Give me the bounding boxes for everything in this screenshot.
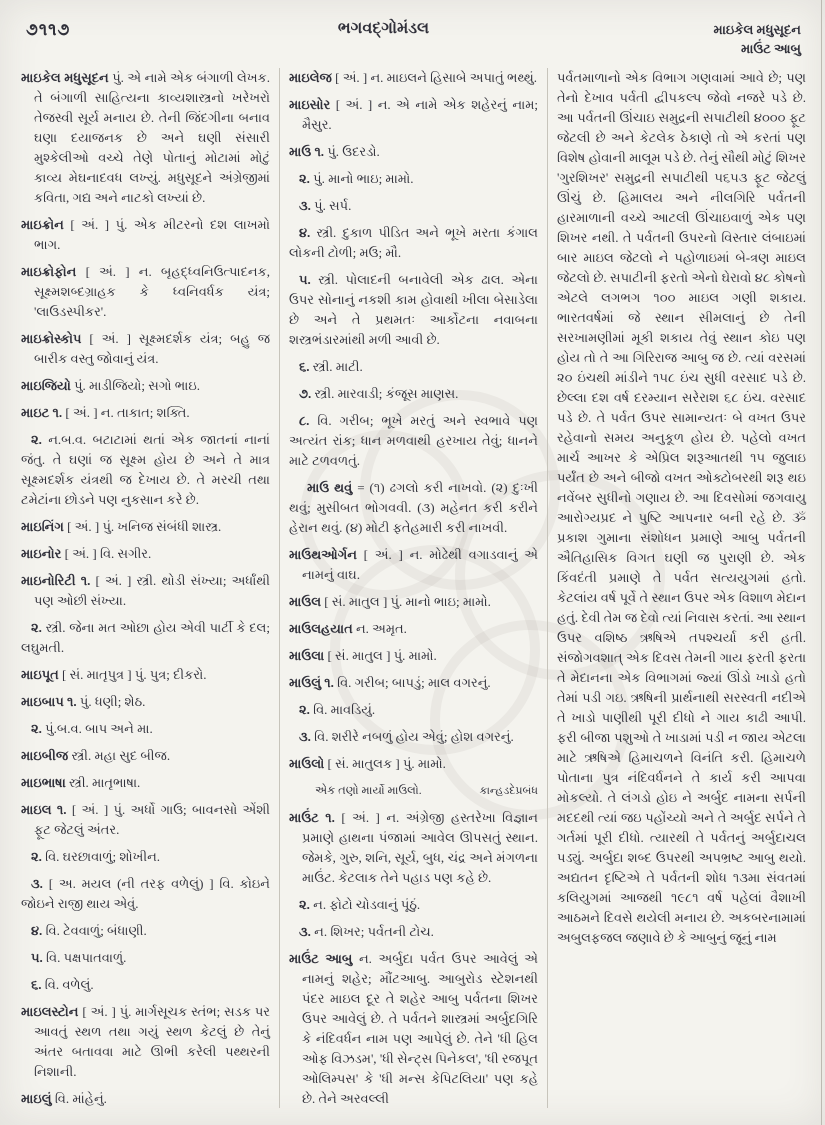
headword: ૫. [31,950,47,965]
headword: માઇક્રોસ્કોપ [21,331,90,346]
dict-entry [289,545,538,585]
dict-entry [21,692,270,712]
definition-text: = (૧) ઢગલો કરી નાખવો. (૨) દુઃખી થવું; મુસીબત ભોગવવી. (૩) મહેનત કરી કરીને હેરાન થવું. (૪) મોટી ફતેહમારી કરી નાખવી. [289,480,538,535]
headword: માઇબાપ ૧. [21,694,80,709]
definition-text: એક તણો માર્યો માઉલો. [315,785,422,797]
book-title: ભગવદ્ગોમંડલ [337,20,430,37]
continuation-text [557,68,806,948]
headword: માઇલસ્ટોન [21,1004,83,1019]
definition-text: પું. સર્પ. [314,198,352,213]
sense-item [289,700,538,720]
headword: ૨. [31,849,46,864]
definition-text: વિ. પક્ષપાતવાળું. [46,950,127,965]
dict-entry [21,215,270,255]
dict-entry [289,68,538,88]
sense-item [21,618,270,658]
definition-text: સ્ત્રી. પોલાદની બનાવેલી એક ઢાલ. એના ઉપર સોનાનું નકશી કામ હોવાથી ખીલા બેસાડેલા છે અને તે પ્રથમતઃ આર્કોટના નવાબના શસ્ત્રભંડારમાંથી મળી આવી છે. [289,272,538,347]
definition-text: [ અં. ] ન. અંગ્રેજી હસ્તરેખા વિજ્ઞાન પ્રમાણે હાથના પંજામાં આવેલ ઊપસતું સ્થાન. જેમકે, ગુરુ, શનિ, સૂર્ય, બુધ, ચંદ્ર અને મંગળના માઉંટ. કેટલાક તેને પહાડ પણ કહે છે. [302,810,538,885]
dict-entry [21,544,270,564]
headword: માઉ ૧. [289,144,328,159]
headword: માઉ થવું [307,480,358,495]
column-2 [279,68,547,1108]
dict-entry [21,1089,270,1108]
headword: ૬. [31,977,45,992]
headword: માઇસોર [289,97,336,112]
dict-entry [289,142,538,162]
definition-text: [ અં. ] સૂક્ષ્મદર્શક યંત્ર; બહુ જ બારીક વસ્તુ જોવાનું યંત્ર. [34,331,270,366]
page-number: ૭૧૧૭ [26,20,71,39]
definition-text: વિ. ગરીબ; ભૂખે મરતું અને સ્વભાવે પણ અત્યંત રાંક; ધાન મળવાથી હરખાય તેવું; ધાનને માટે ટળવળતું. [289,413,538,468]
headword: માઉલહયાત [289,621,356,636]
headword: માઇપૂત [21,667,63,682]
dict-entry [289,646,538,666]
headword: માઉલ [289,594,325,609]
dict-entry [289,673,538,693]
sense-item [289,196,538,216]
sense-item [21,719,270,739]
definition-text: [ સં. માતુલક ] પું. મામો. [327,756,446,771]
definition-text: વિ. માવડિયું. [313,702,376,717]
citation-line [289,781,538,801]
sense-item [289,357,538,377]
headword: ૮. [299,413,318,428]
definition-text: [ સં. માતુલ ] પું. મામો. [327,648,437,663]
dict-entry [21,746,270,766]
definition-text: પું.બ.વ. બાપ અને મા. [45,721,153,736]
guide-word-first: માઇકેલ મધુસૂદન [713,22,801,37]
headword: માઉલું ૧. [289,675,338,690]
sense-item [289,223,538,263]
column-3 [547,68,815,1108]
idiom-line [289,478,538,538]
headword: ૨. [31,721,46,736]
definition-text: વિ. ઘરછાવાળું; શોખીન. [45,849,161,864]
definition-text: સ્ત્રી. મહા સુદ બીજ. [71,748,171,763]
headword: ૩. [299,198,315,213]
definition-text: [ અ. મયલ (ની તરફ વળેલું) ] વિ. કોઇને જોઇને રાજી થાય એવું. [21,876,270,911]
headword: ૨. [31,432,49,447]
headword: માઉંટ ૧. [289,810,342,825]
definition-text: પું. માડીજિયો; સગો ભાઇ. [74,378,200,393]
headword: ૨. [299,171,314,186]
headword: માઇનોર [21,546,65,561]
definition-text: [ અં. ] વિ. સગીર. [64,546,152,561]
headword: ૭. [299,386,315,401]
definition-text: વિ. ગરીબ; બાપડું; માલ વગરનું. [337,675,491,690]
headword: માઇબીજ [21,748,72,763]
definition-text: [ સં. માતુલ ] પું. માનો ભાઇ; મામો. [324,594,491,609]
definition-text: સ્ત્રી. મારવાડી; કંજૂસ માણસ. [314,386,459,401]
headword: માઇલેજ [289,70,336,85]
definition-text: વિ. ટેવવાળું; બંધાણી. [45,923,147,938]
sense-item [289,384,538,404]
text-columns [0,62,825,1108]
definition-text: [ અં. ] ન. મોઢેથી વગાડવાનું એ નામનું વાઘ. [302,547,539,582]
definition-text: સ્ત્રી. માતૃભાષા. [69,775,141,790]
definition-text: ન. અર્બુદા પર્વત ઉપર આવેલું એ નામનું શહેર; મૌંટઆબુ. આબુરોડ સ્ટેશનથી પંદર માઇલ દૂર તે શહેર આબુ પર્વતના શિખર ઉપર આવેલું છે. તે પર્વતને શાસ્ત્રમાં અર્બુદગિરિ કે નંદિવર્ધન નામ પણ આપેલું છે. તેને 'ધી હિલ ઓફ વિઝડમ', 'ધી સેન્ટ્સ પિનેકલ', 'ધી રજપૂત ઓલિમ્પસ' કે 'ધી મન્સ કેપિટલિયા' પણ કહે છે. તેને અરવલ્લી [302,951,538,1106]
definition-text: [ અં. ] ન. બૃહદ્ધ્વનિઉત્પાદનક, સૂક્ષ્મશબ્દગ્રાહક કે ધ્વનિવર્ધક યંત્ર; 'લાઉડસ્પીકર'. [34,264,270,319]
dict-entry [21,1002,270,1082]
definition-text: [ અં. ] પું. એક મીટરનો દશ લાખમો ભાગ. [34,217,270,252]
headword: માઉથઓર્ગન [289,547,364,562]
dict-entry [21,665,270,685]
headword: ૩. [299,729,315,744]
citation-source: કાન્હડદેપ્રબંધ [479,785,538,797]
sense-item [21,874,270,914]
sense-item [21,921,270,941]
headword: માઇકેલ મધુસૂદન [21,70,113,85]
headword: માઉલા [289,648,328,663]
guide-words [611,20,801,58]
dict-entry [289,95,538,135]
dict-entry [289,592,538,612]
sense-item [289,922,538,942]
headword: ૨. [299,897,314,912]
definition-text: પું. ઉદરડો. [327,144,380,159]
dict-entry [21,376,270,396]
sense-item [289,169,538,189]
definition-text: [ અં. ] સ્ત્રી. થોડી સંખ્યા; અર્ધાંથી પણ ઓછી સંખ્યા. [34,573,270,608]
page-header [0,0,825,62]
sense-item [289,411,538,471]
sense-item [21,948,270,968]
headword: ૩. [31,876,49,891]
dict-entry [21,403,270,423]
sense-item [289,895,538,915]
definition-text: પર્વતમાળાનો એક વિભાગ ગણવામાં આવે છે; પણ તેનો દેખાવ પર્વતી દ્વીપકલ્પ જેવો નજરે પડે છે. આ પર્વતની ઊંચાઇ સમુદ્રની સપાટીથી ૪૦૦૦ ફૂટ જેટલી છે અને કેટલેક ઠેકાણે તો એ કરતાં પણ વિશેષ હોવાની માલૂમ પડે છે. તેનું સૌથી મોટું શિખર 'ગુરશિખર' સમુદ્રની સપાટીથી ૫૬૫૩ ફૂટ જેટલું ઊંચું છે. હિમાલય અને નીલગિરિ પર્વતની હારમાળાની વચ્ચે આટલી ઊંચાઇવાળું એક પણ શિખર નથી. તે પર્વતની ઉપરનો વિસ્તાર લંબાઇમાં બાર માઇલ જેટલો ને પહોળાઇમાં બે-ત્રણ માઇલ જેટલો છે. સપાટીની ફરતો એનો ઘેરાવો ૪૮ કોષનો એટલે લગભગ ૧૦૦ માઇલ ગણી શકાય. ભારતવર્ષમાં જે સ્થાન સીમલાનું છે તેની સરખામણીમાં મૂકી શકાય તેવું સ્થાન કોઇ પણ હોય તો તે આ ગિરિરાજ આબુ જ છે. ત્યાં વરસમાં ૨૦ ઇંચથી માંડીને ૧૫૮ ઇંચ સુધી વરસાદ પડે છે. છેલ્લા દશ વર્ષ દરમ્યાન સરેરાશ ૬૮ ઇંચ. વરસાદ પડે છે. તે પર્વત ઉપર સામાન્યતઃ બે વખત ઉપર રહેવાનો સમય અનુકૂળ હોય છે. પહેલો વખત માર્ચ આખર કે એપ્રિલ શરૂઆતથી ૧૫ જુલાઇ પર્યંત છે અને બીજો વખત ઓક્ટોબરથી શરૂ થઇ નવેંબર સુધીનો ગણાય છે. આ દિવસોમાં જગવાયુ આરોગ્યપ્રદ ને પુષ્ટિ આપનાર બની રહે છે. ૐ પ્રકાશ ગુમાના સંશોધન પ્રમાણે આબુ પર્વતની ઐતિહાસિક વિગત ઘણી જ પુરાણી છે. એક કિંવદંતી પ્રમાણે તે પર્વત સત્યયુગમાં હતો. કેટલાંય વર્ષ પૂર્વે તે સ્થાન ઉપર એક વિશાળ મેદાન હતું. દેવી તેમ જ દેવો ત્યાં નિવાસ કરતાં. આ સ્થાન ઉપર વશિષ્ઠ ઋષિએ તપશ્ચર્યા કરી હતી. સંજોગવશાત્ એક દિવસ તેમની ગાય ફરતી ફરતા તે મેદાનના એક વિભાગમાં જ્યાં ઊંડો ખાડો હતો તેમાં પડી ગઇ. ઋષિની પ્રાર્થનાથી સરસ્વતી નદીએ તે ખાડો પાણીથી પૂરી દીધો ને ગાય કાઢી આપી. ફરી બીજા પશુઓ તે ખાડામાં પડી ન જાય એટલા માટે ઋષિએ હિમાચળને વિનંતિ કરી. હિમાચળે પોતાના પુત્ર નંદિવર્ધનને તે કાર્ય કરી આપવા મોકલ્યો. તે લંગડો હોઇ ને અર્બુદ નામના સર્પની મદદથી ત્યાં જઇ પહોંચ્યો અને તે અર્બુદ સર્પને તે ગર્તમાં પૂરી દીધો. ત્યારથી તે પર્વતનું અર્બુદાચલ પડ્યું. અર્બુદા શબ્દ ઉપરથી અપભ્રષ્ટ આબુ થયો. અદ્યતન દૃષ્ટિએ તે પર્વતની શોધ ૧૩મા સંવતમાં કલિયુગમાં આજથી ૧૯૮૧ વર્ષ પહેલાં વૈશાખી આઠમને દિવસે થયેલી મનાય છે. અકબરનામામાં અબુલફજલ જણાવે છે કે આબુનું જૂનું નામ [557,70,806,945]
dict-entry [21,517,270,537]
headword: ૨. [31,620,46,635]
dict-entry [21,571,270,611]
definition-text: [ અં. ] પું. માર્ગસૂચક સ્તંભ; સડક પર આવતું સ્થળ તથા ગયું સ્થળ કેટલું છે તેનું અંતર બતાવવા માટે ઊભી કરેલી પથ્થરની નિશાની. [34,1004,270,1079]
headword: ૫. [299,272,319,287]
dict-entry [289,949,538,1108]
headword: ૬. [299,359,313,374]
dict-entry [21,68,270,208]
definition-text: વિ. માંહેનું. [54,1091,107,1106]
definition-text: પું. માનો ભાઇ; મામો. [313,171,414,186]
headword: માઇક્રોફોન [21,264,86,279]
definition-text: વિ. વળેલું. [44,977,94,992]
definition-text: [ સં. માતૃપુત્ર ] પું. પુત્ર; દીકરો. [62,667,207,682]
definition-text: ન. શિખર; પર્વતની ટોચ. [314,924,434,939]
dict-entry [21,800,270,840]
definition-text: વિ. શરીરે નબળું હોય એવું; હોશ વગરનું. [314,729,514,744]
definition-text: ન.બ.વ. બટાટામાં થતાં એક જાતનાં નાનાં જંતુ. તે ઘણાં જ સૂક્ષ્મ હોય છે અને તે માત્ર સૂક્ષ્મદર્શક યંત્રથી જ દેખાય છે. તે મરચી તથા ટમેટાંના છોડને પણ નુકસાન કરે છે. [21,432,270,507]
dict-entry [21,329,270,369]
definition-text: ન. અમૃત. [355,621,407,636]
headword: માઇનિંગ [21,519,68,534]
dict-entry [289,619,538,639]
sense-item [21,430,270,510]
definition-text: [ અં. ] ન. માઇલને હિસાબે અપાતું ભથ્થું. [335,70,537,85]
column-1 [12,68,279,1108]
headword: માઇજિયો [21,378,75,393]
guide-word-last: માઉંટ આબુ [741,41,801,56]
headword: માઇલું [21,1091,55,1106]
headword: ૪. [31,923,46,938]
headword: ૩. [299,924,315,939]
sense-item [289,270,538,350]
definition-text: [ અં. ] ન. એ નામે એક શહેરનું નામ; મૈસુર. [302,97,538,132]
headword: માઇક્રોન [21,217,71,232]
definition-text: [ અં. ] પું. ખનિજ સંબંધી શાસ્ત્ર. [67,519,222,534]
sense-item [289,727,538,747]
definition-text: સ્ત્રી. માટી. [312,359,363,374]
headword: માઇલ ૧. [21,802,72,817]
definition-text: સ્ત્રી. જેના મત ઓછા હોય એવી પાર્ટી કે દલ; લઘુમતી. [21,620,270,655]
sense-item [21,975,270,995]
definition-text: [ અં. ] પું. અર્ધો ગાઉ; બાવનસો એંશી ફૂટ જેટલું અંતર. [34,802,270,837]
dict-entry [21,262,270,322]
definition-text: ન. ફોટો ચોડવાનું પૂંઠું. [313,897,421,912]
dict-entry [21,773,270,793]
headword: ૨. [299,702,314,717]
headword: ૪. [299,225,317,240]
headword: માઉંટ આબુ [289,951,359,966]
dict-entry [289,754,538,774]
definition-text: સ્ત્રી. દુકાળ પીડિત અને ભૂખે મરતા કંગાલ લોકની ટોળી; મઉ; મૌ. [289,225,538,260]
sense-item [21,847,270,867]
headword: માઇટ ૧. [21,405,66,420]
headword: માઇનોરિટી ૧. [21,573,96,588]
headword: માઉલો [289,756,328,771]
headword: માઇભાષા [21,775,70,790]
definition-text: પું. એ નામે એક બંગાળી લેખક. તે બંગાળી સાહિત્યના કાવ્યશાસ્ત્રનો ખરેખરો તેજસ્વી સૂર્ય મનાય છે. તેની જિંદગીના બનાવ ઘણા દયાજનક છે અને ઘણી સંસારી મુશ્કેલીઓ વચ્ચે તેણે પોતાનું મોટામાં મોટું કાવ્ય મેઘનાદવધ લખ્યું. મધુસૂદને અંગ્રેજીમાં કવિતા, ગદ્ય અને નાટકો લખ્યાં છે. [34,70,270,205]
definition-text: [ અં. ] ન. તાકાત; શક્તિ. [65,405,190,420]
dict-entry [289,808,538,888]
definition-text: પું. ધણી; શેઠ. [79,694,146,709]
